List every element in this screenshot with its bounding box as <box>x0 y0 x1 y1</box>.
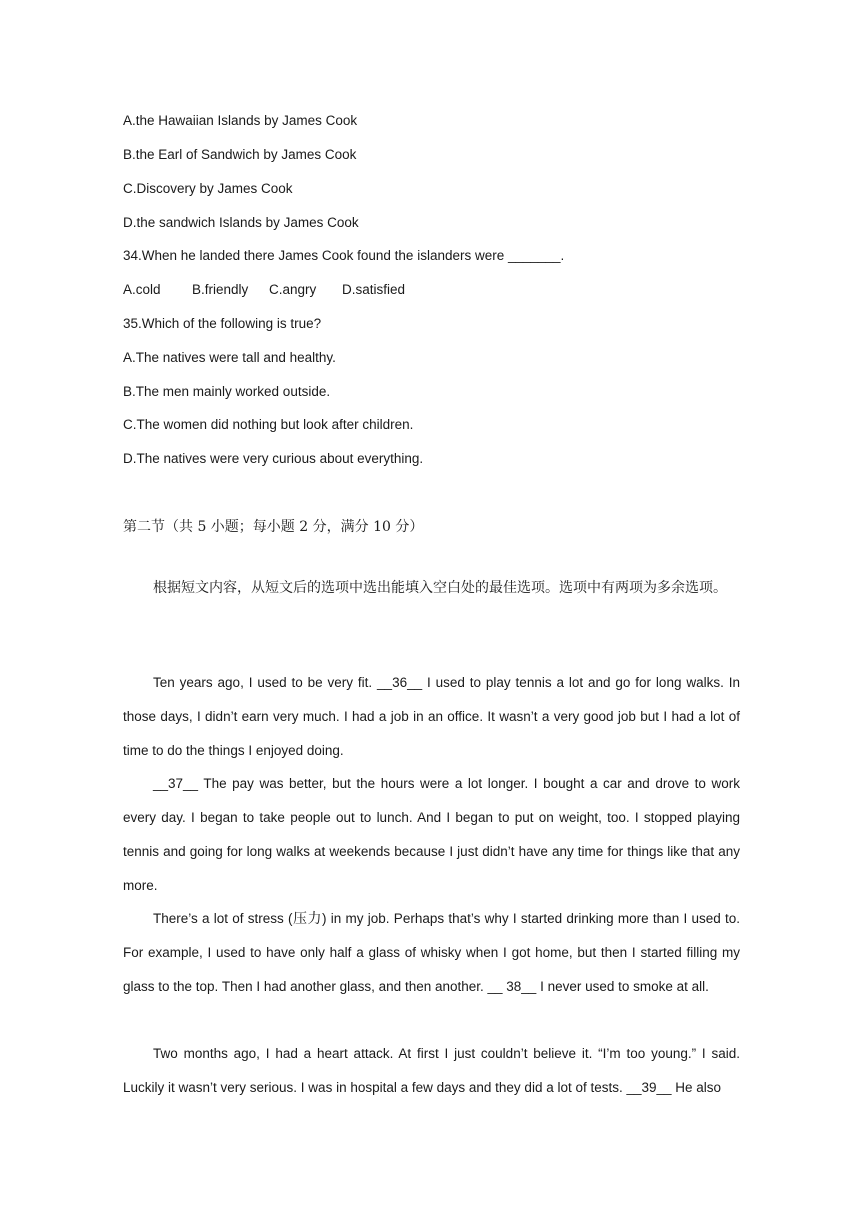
q34-question: 34.When he landed there James Cook found the islanders were _______. <box>123 248 565 263</box>
passage-paragraph-3 <box>123 902 740 1004</box>
q35-option-a: A.The natives were tall and healthy. <box>123 350 336 365</box>
passage-paragraph-1: Ten years ago, I used to be very fit. __36__ I used to play tennis a lot and go for long walks. In those days, I didn’t earn very much. I had a job in an office. It wasn’t a very good job but I had a lot of time to do the things I enjoyed doing. <box>123 675 740 758</box>
q33-option-c: C.Discovery by James Cook <box>123 181 293 196</box>
paragraph-3-text-start: There’s a lot of stress ( <box>153 911 293 926</box>
q33-option-a: A.the Hawaiian Islands by James Cook <box>123 113 358 128</box>
passage-paragraph-4: Two months ago, I had a heart attack. At first I just couldn’t believe it. “I’m too young.” I said. Luckily it wasn’t very serious. I was in hospital a few days and they did a lot of tests. __39__ He also <box>123 1046 740 1095</box>
q35-option-c: C.The women did nothing but look after children. <box>123 417 414 432</box>
q33-option-d: D.the sandwich Islands by James Cook <box>123 215 359 230</box>
q35-option-b: B.The men mainly worked outside. <box>123 384 331 399</box>
section-instruction: 根据短文内容，从短文后的选项中选出能填入空白处的最佳选项。选项中有两项为多余选项。 <box>153 580 727 596</box>
passage-paragraph-2: __37__ The pay was better, but the hours were a lot longer. I bought a car and drove to work every day. I began to take people out to lunch. And I began to put on weight, too. I stopped playing tennis and going for long walks at weekends because I just didn’t have any time for things like that any more. <box>123 776 740 893</box>
paragraph-3-chinese-gloss: 压力 <box>292 911 323 927</box>
q34-option-b: B.friendly <box>192 282 249 297</box>
q33-option-b: B.the Earl of Sandwich by James Cook <box>123 147 357 162</box>
q34-option-c: C.angry <box>269 282 317 297</box>
q35-question: 35.Which of the following is true? <box>123 316 322 331</box>
q35-option-d: D.The natives were very curious about everything. <box>123 451 424 466</box>
q34-options <box>123 281 405 299</box>
q34-option-a: A.cold <box>123 282 161 297</box>
paragraph-3-text-end: ) in my job. Perhaps that’s why I started drinking more than I used to. For example, I used to have only half a glass of whisky when I got home, but then I started filling my glass to the top. Then I had another glass, and then another. __ 38__ I never used to smoke at all. <box>123 911 740 994</box>
section-heading: 第二节（共 5 小题；每小题 2 分，满分 10 分） <box>123 519 424 535</box>
q34-option-d: D.satisfied <box>342 282 406 297</box>
